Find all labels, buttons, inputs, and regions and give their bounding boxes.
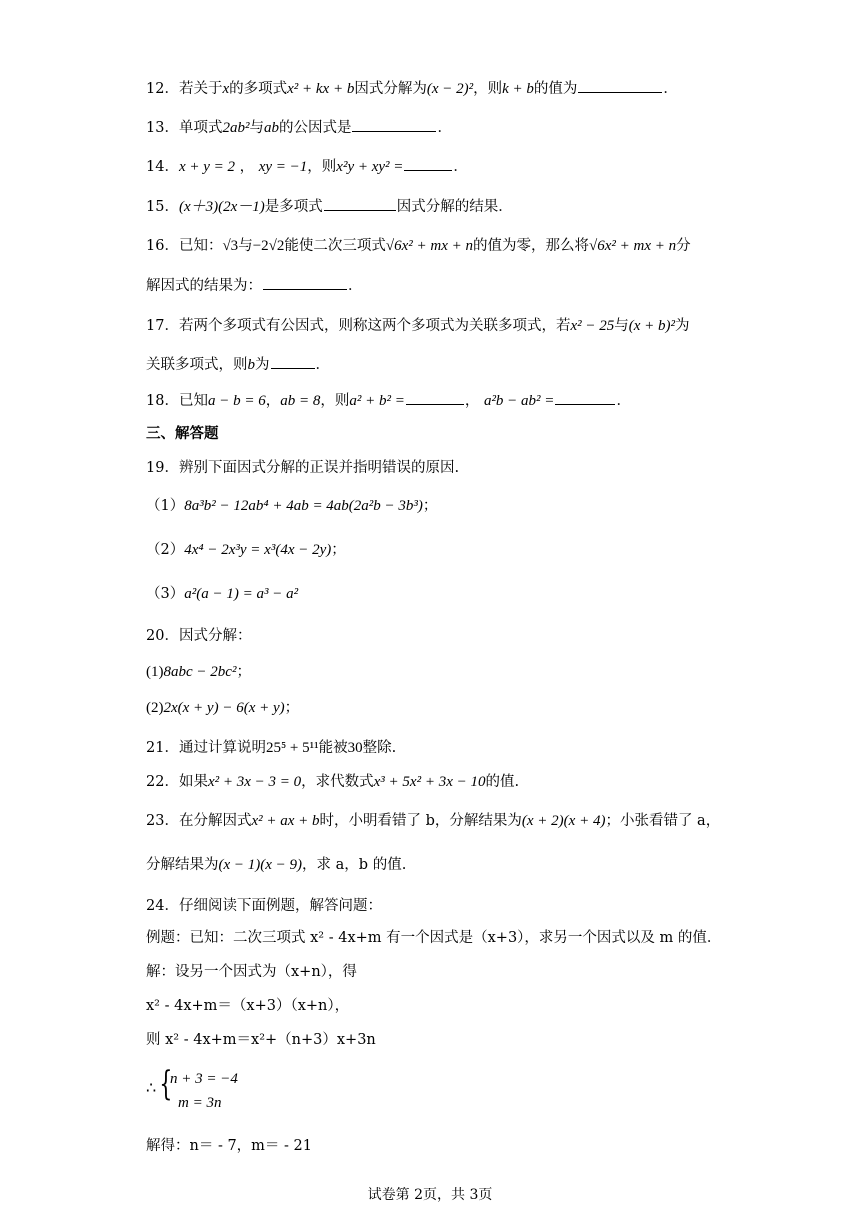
- q20-item-end: ；: [284, 700, 300, 716]
- question-20: 20．因式分解：: [146, 628, 252, 644]
- q23-text-1: 23．在分解因式: [146, 813, 252, 829]
- q17-text-3: 为: [675, 318, 690, 334]
- q17-text-1: 若两个多项式有公因式，则称这两个多项式为关联多项式，若: [178, 318, 571, 334]
- question-17-line-2: [146, 354, 330, 375]
- q13-text-1: 单项式: [178, 120, 223, 136]
- question-22: [146, 772, 519, 792]
- q16-text-3: 的值为零，那么将: [473, 238, 590, 254]
- q17-line2-text-2: 为: [255, 357, 270, 373]
- q13-text-3: 的公因式是: [278, 120, 352, 136]
- q16-root-2: −2√2: [252, 238, 285, 254]
- q24-solution-2: x² - 4x+m＝（x+3）（x+n），: [146, 998, 350, 1014]
- question-16-line-2: [146, 275, 363, 296]
- q23-line2-text-2: ，求 a，b 的值.: [302, 857, 407, 873]
- q23-text-3: ；小张看错了 a，: [605, 813, 721, 829]
- q18-expr-2: a²b − ab² =: [483, 393, 555, 409]
- q18-sep-1: ，: [265, 393, 281, 409]
- question-18: [146, 390, 631, 411]
- q22-text-1: 22．如果: [146, 774, 208, 790]
- q16-text-1: 与: [238, 238, 253, 254]
- q14-sep: ，: [239, 159, 255, 175]
- q12-text-1: 若关于: [178, 81, 223, 97]
- q18-number: 18．已知: [146, 393, 208, 409]
- question-12: [146, 78, 678, 99]
- section-heading: 三、解答题: [146, 426, 219, 442]
- q12-number: 12．: [146, 81, 179, 97]
- q12-end: ．: [663, 81, 678, 97]
- q19-item-expr: 8a³b² − 12ab⁴ + 4ab = 4ab(2a²b − 3b³): [184, 498, 423, 514]
- q24-system-eq-1: n + 3 = −4: [170, 1071, 238, 1087]
- q16-text-2: 能使二次三项式: [284, 238, 386, 254]
- q12-text-2: 的多项式: [229, 81, 288, 97]
- answer-blank[interactable]: [352, 117, 436, 132]
- q14-text-1: ，则: [307, 159, 337, 175]
- therefore-symbol: ∴: [146, 1078, 157, 1097]
- q16-root-1: √3: [222, 238, 239, 254]
- q19-item-2: [146, 540, 346, 560]
- question-14: [146, 156, 468, 177]
- q12-text-4: ，则: [473, 81, 503, 97]
- q22-expr: x³ + 5x² + 3x − 10: [373, 774, 486, 790]
- q16-number: 16．已知：: [146, 238, 223, 254]
- q17-number: 17．: [146, 318, 179, 334]
- q18-expr-1: a² + b² =: [349, 393, 405, 409]
- q21-text-2: 能被: [318, 740, 348, 756]
- q14-number: 14．: [146, 159, 179, 175]
- q19-item-3: [146, 584, 298, 604]
- q12-text-3: 因式分解为: [354, 81, 427, 97]
- q12-factored: (x − 2)²: [426, 81, 474, 97]
- q20-item-label: (2): [146, 700, 164, 716]
- q24-solution-4: 解得：n＝ - 7，m＝ - 21: [146, 1138, 312, 1154]
- q17-poly-2: (x + b)²: [628, 318, 676, 334]
- q17-text-2: 与: [614, 318, 629, 334]
- q20-item-expr: 8abc − 2bc²: [163, 664, 237, 680]
- q14-end: ．: [453, 159, 468, 175]
- question-23-line-2: [146, 855, 406, 875]
- q16-line2-text: 解因式的结果为：: [146, 278, 262, 294]
- q19-item-end: ；: [331, 542, 346, 558]
- q19-item-1: [146, 496, 437, 516]
- q24-system-eq-2: m = 3n: [178, 1095, 222, 1111]
- q18-cond-1: a − b = 6: [207, 393, 266, 409]
- q15-text-2: 因式分解的结果．: [396, 199, 513, 215]
- q18-text-1: ，则: [320, 393, 350, 409]
- question-24: 24．仔细阅读下面例题，解答问题：: [146, 898, 382, 914]
- q12-text-5: 的值为: [533, 81, 578, 97]
- question-16: [146, 236, 691, 256]
- q24-solution-1: 解：设另一个因式为（x+n），得: [146, 964, 357, 980]
- q17-line2-text-1: 关联多项式，则: [146, 357, 248, 373]
- q22-equation: x² + 3x − 3 = 0: [207, 774, 302, 790]
- answer-blank[interactable]: [578, 78, 662, 93]
- question-13: [146, 117, 452, 138]
- q16-text-4: 分: [676, 238, 691, 254]
- q23-result-1: (x + 2)(x + 4): [521, 813, 606, 829]
- q23-text-2: 时，小明看错了 b，分解结果为: [319, 813, 522, 829]
- q18-sep-2: ，: [464, 393, 480, 409]
- answer-blank[interactable]: [324, 196, 396, 211]
- q19-item-label: （1）: [146, 498, 185, 514]
- q14-cond-1: x + y = 2: [178, 159, 236, 175]
- q14-expr: x²y + xy² =: [336, 159, 404, 175]
- q24-solution-3: 则 x² - 4x+m＝x²+（n+3）x+3n: [146, 1032, 376, 1048]
- q12-expr: k + b: [502, 81, 534, 97]
- q20-item-label: (1): [146, 664, 164, 680]
- q20-item-2: [146, 698, 299, 718]
- answer-blank[interactable]: [263, 275, 347, 290]
- q21-divisor: 30: [347, 740, 363, 756]
- q17-var-b: b: [247, 357, 255, 373]
- q21-text-1: 21．通过计算说明: [146, 740, 266, 756]
- q20-item-1: [146, 662, 251, 682]
- q16-trinomial: √6x² + mx + n: [385, 238, 474, 254]
- page-footer: 试卷第 2页，共 3页: [367, 1187, 493, 1203]
- q13-number: 13．: [146, 120, 179, 136]
- q12-poly: x² + kx + b: [287, 81, 355, 97]
- answer-blank[interactable]: [404, 156, 452, 171]
- q13-monomial-2: ab: [263, 120, 279, 136]
- q19-item-label: （2）: [146, 542, 185, 558]
- question-15: [146, 196, 513, 217]
- q16-end: ．: [348, 278, 363, 294]
- question-23: [146, 811, 720, 831]
- q15-text-1: 是多项式: [264, 199, 323, 215]
- q20-item-expr: 2x(x + y) − 6(x + y): [163, 700, 285, 716]
- q21-expr: 25⁵ + 5¹¹: [265, 740, 319, 756]
- q12-var: x: [222, 81, 230, 97]
- q17-end: ．: [315, 357, 330, 373]
- q19-item-end: ；: [422, 498, 438, 514]
- answer-blank[interactable]: [555, 390, 615, 405]
- q15-number: 15．: [146, 199, 179, 215]
- answer-blank[interactable]: [406, 390, 464, 405]
- q18-cond-2: ab = 8: [280, 393, 321, 409]
- q23-result-2: (x − 1)(x − 9): [218, 857, 303, 873]
- q16-trinomial-2: √6x² + mx + n: [589, 238, 677, 254]
- q23-poly: x² + ax + b: [251, 813, 320, 829]
- q13-monomial-1: 2ab²: [222, 120, 250, 136]
- q14-cond-2: xy = −1: [258, 159, 308, 175]
- question-17: [146, 316, 690, 336]
- q13-text-2: 与: [249, 120, 264, 136]
- q19-item-label: （3）: [146, 586, 185, 602]
- q21-text-3: 整除.: [362, 740, 397, 756]
- q23-line2-text-1: 分解结果为: [146, 857, 219, 873]
- question-19: 19．辨别下面因式分解的正误并指明错误的原因.: [146, 460, 460, 476]
- question-21: [146, 738, 396, 758]
- answer-blank[interactable]: [271, 354, 315, 369]
- q20-item-end: ；: [236, 664, 251, 680]
- q18-end: ．: [616, 393, 631, 409]
- q24-example: 例题：已知：二次三项式 x² - 4x+m 有一个因式是（x+3），求另一个因式以及 m 的值．: [146, 930, 722, 946]
- q19-item-expr: 4x⁴ − 2x³y = x³(4x − 2y): [184, 542, 332, 558]
- system-brace: {: [159, 1064, 173, 1104]
- q13-end: ．: [437, 120, 452, 136]
- q17-poly-1: x² − 25: [570, 318, 615, 334]
- q22-text-3: 的值.: [485, 774, 520, 790]
- q15-product: (x＋3)(2x－1): [178, 199, 265, 215]
- q19-item-expr: a²(a − 1) = a³ − a²: [184, 586, 299, 602]
- q22-text-2: ，求代数式: [301, 774, 374, 790]
